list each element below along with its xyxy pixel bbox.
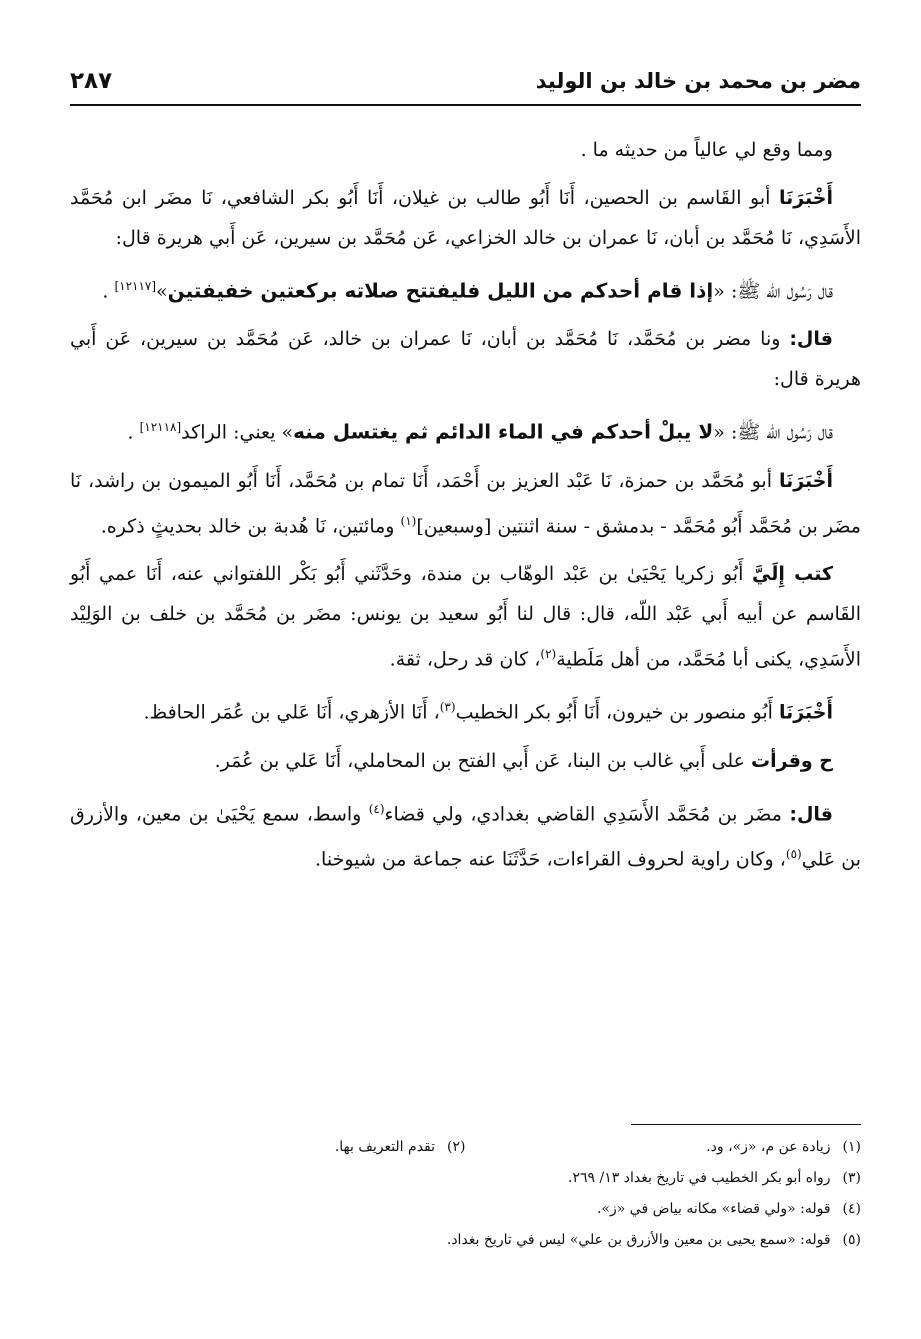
footnote-number: (١) [842,1139,861,1155]
isnad-lead: أَخْبَرَنَا [778,469,833,492]
header-rule [70,104,861,106]
footnotes [70,1132,861,1256]
paragraph-8: أَخْبَرَنَا أَبُو منصور بن خيرون، أَنَا أَبُو بكر الخطيب$^{(٣)}$، أَنَا الأزهري، أَنَا عَلي بن عُمَر الحافظ. [143,700,833,724]
footnote-number: (٣) [842,1170,861,1186]
footnote-number: (٢) [447,1139,466,1155]
paragraph-10: قال: مضَر بن مُحَمَّد الأَسَدِي القاضي بغدادي، ولي قضاء$^{(٤)}$ واسط، سمع يَحْيَىٰ بن معين، والأزرق بن عَلي$^{(٥)}$، وكان راوية لحروف القراءات، حَدَّثَنَا عنه جماعة من شيوخنا. [70,801,861,871]
footnote-text: رواه أبو بكر الخطيب في تاريخ بغداد ١٣/ ٢٦٩. [568,1170,831,1186]
footnote-text: زيادة عن م، «ز»، ود. [706,1139,831,1155]
footnote-marker: (٣) [439,700,456,715]
paragraph-7: كتب إِلَيَّ أَبُو زكريا يَحْيَىٰ بن عَبْد الوهّاب بن مندة، وحَدَّثَني أَبُو بَكْر اللفتواني عنه، أَنَا عمي أَبُو القَاسم عن أبيه أَبي عَبْد اللّه، قال: قال لنا أَبُو سعيد بن يونس: مضَر بن مُحَمَّد بن خلف بن الوَلِيْد الأَسَدِي، يكنى أبا مُحَمَّد، من أهل مَلَطية$^{(٢)}$، كان قد رحل، ثقة. [70,562,861,671]
footnote-2 [70,1132,466,1163]
hadith-text: إذا قام أحدكم من الليل فليفتتح صلاته بركعتين خفيفتين [167,278,714,303]
paragraph-6: أَخْبَرَنَا أبو مُحَمَّد بن حمزة، نَا عَبْد العزيز بن أَحْمَد، أَنَا تمام بن مُحَمَّد، أَنَا أَبُو الميمون بن راشد، نَا مضَر بن مُحَمَّد أَبُو مُحَمَّد - بدمشق - سنة اثنتين [وسبعين]$^{(١)}$ ومائتين، نَا هُدبة بن خالد بحديثٍ ذكره. [70,469,861,537]
footnote-number: (٥) [842,1232,861,1248]
hadith-ref: [١٢١١٧] [114,279,157,293]
footnote-3 [70,1163,861,1194]
paragraph-5-hadith: قال رَسُول الله ﷺ: «لا يبلْ أحدكم في الماء الدائم ثم يغتسل منه» يعني: الراكد[١٢١١٨] . [127,419,833,444]
footnote-marker: (٢) [540,646,557,661]
paragraph-4: قال: ونا مضر بن مُحَمَّد، نَا مُحَمَّد بن أبان، نَا عمران بن خالد، عَن مُحَمَّد بن سيرين، عَن أَبي هريرة قال: [70,328,861,391]
isnad-lead: كتب إِلَيَّ [752,562,834,585]
footnote-text: قوله: «سمع يحيى بن معين والأزرق بن علي» ليس في تاريخ بغداد. [446,1232,831,1248]
paragraph-1: ومما وقع لي عالياً من حديثه ما . [580,139,833,161]
paragraph-2: أَخْبَرَنَا أبو القَاسم بن الحصين، أَنَا أَبُو طالب بن غيلان، أَنَا أَبُو بكر الشافعي، نَا مضَر ابن مُحَمَّد الأَسَدِي، نَا مُحَمَّد بن أبان، نَا عمران بن خالد الخزاعي، عَن مُحَمَّد بن سيرين، عَن أَبي هريرة قال: [70,187,861,249]
paragraph-3-hadith: قال رَسُول الله ﷺ: «إذا قام أحدكم من الليل فليفتتح صلاته بركعتين خفيفتين»[١٢١١٧] . [102,278,833,303]
footnote-marker: (٤) [368,801,385,816]
page-number: ٢٨٧ [70,68,113,94]
hadith-ref: [١٢١١٨] [139,420,182,435]
hadith-text: لا يبلْ أحدكم في الماء الدائم ثم يغتسل منه [293,419,714,444]
footnote-marker: (٥) [785,846,802,861]
isnad-lead: ح وقرأت [751,749,833,772]
running-title: مضر بن محمد بن خالد بن الوليد [535,69,861,93]
main-text [70,130,861,887]
isnad-lead: أَخْبَرَنَا [778,187,833,209]
isnad-lead: قال: [789,328,833,351]
footnote-1 [466,1132,862,1163]
footnote-4 [70,1194,861,1225]
isnad-lead: أَخْبَرَنَا [778,701,833,724]
footnote-rule [631,1124,861,1125]
isnad-lead: قال: [789,802,834,825]
footnote-text: قوله: «ولي قضاء» مكانه بياض في «ز». [596,1201,831,1217]
footnote-marker: (١) [400,513,417,528]
page-header [70,62,861,100]
footnote-5 [70,1225,861,1256]
footnote-row [70,1132,861,1163]
paragraph-9: ح وقرأت على أَبي غالب بن البنا، عَن أَبي الفتح بن المحاملي، أَنَا عَلي بن عُمَر. [214,749,833,772]
footnote-text: تقدم التعريف بها. [334,1139,436,1155]
footnote-number: (٤) [842,1201,861,1217]
